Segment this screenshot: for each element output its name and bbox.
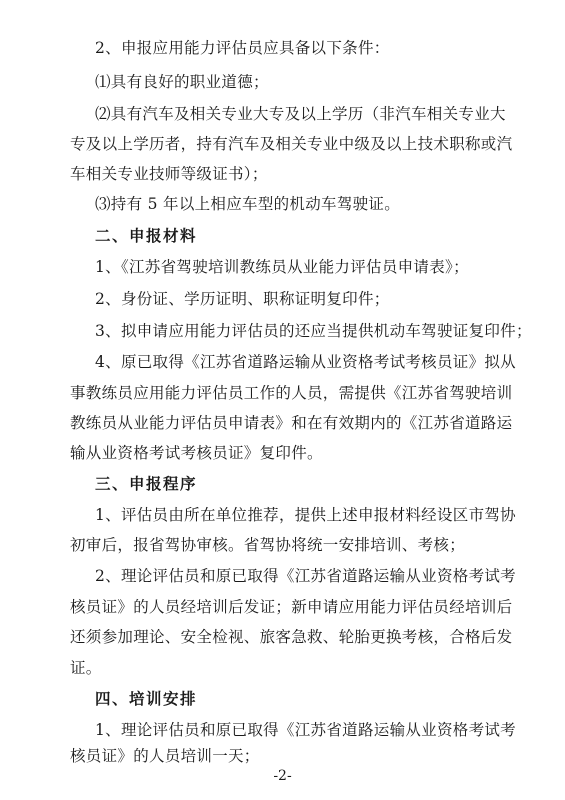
section-heading-procedure: 三、申报程序 xyxy=(95,475,198,493)
condition-item-2-cont-2: 车相关专业技师等级证书）； xyxy=(70,165,268,183)
procedure-item-2-cont-2: 还须参加理论、安全检视、旅客急救、轮胎更换考核，合格后发 xyxy=(70,628,513,646)
condition-item-2-cont-1: 专及以上学历者，持有汽车及相关专业中级及以上技术职称或汽 xyxy=(70,135,513,153)
procedure-item-1: 1、评估员由所在单位推荐，提供上述申报材料经设区市驾协 xyxy=(95,506,516,524)
condition-item-2: ⑵具有汽车及相关专业大专及以上学历（非汽车相关专业大 xyxy=(95,105,506,123)
section-heading-materials: 二、申报材料 xyxy=(95,227,198,245)
condition-item-1: ⑴具有良好的职业道德； xyxy=(95,73,269,91)
materials-item-3: 3、拟申请应用能力评估员的还应当提供机动车驾驶证复印件； xyxy=(95,322,532,340)
procedure-item-2-cont-3: 证。 xyxy=(70,659,102,677)
materials-item-4: 4、原已取得《江苏省道路运输从业资格考试考核员证》拟从 xyxy=(95,353,516,371)
training-item-1: 1、理论评估员和原已取得《江苏省道路运输从业资格考试考 xyxy=(95,721,516,739)
condition-item-3: ⑶持有 5 年以上相应车型的机动车驾驶证。 xyxy=(95,195,401,213)
materials-item-4-cont-3: 输从业资格考试考核员证》复印件。 xyxy=(70,444,323,462)
materials-item-1: 1、《江苏省驾驶培训教练员从业能力评估员申请表》； xyxy=(95,258,469,276)
procedure-item-1-cont: 初审后，报省驾协审核。省驾协将统一安排培训、考核； xyxy=(70,536,466,554)
condition-heading: 2、申报应用能力评估员应具备以下条件： xyxy=(95,39,390,57)
materials-item-4-cont-1: 事教练员应用能力评估员工作的人员，需提供《江苏省驾驶培训 xyxy=(70,384,513,402)
page-number: -2- xyxy=(273,768,292,784)
training-item-1-cont: 核员证》的人员培训一天； xyxy=(70,747,260,765)
procedure-item-2: 2、理论评估员和原已取得《江苏省道路运输从业资格考试考 xyxy=(95,567,516,585)
materials-item-4-cont-2: 教练员从业能力评估员申请表》和在有效期内的《江苏省道路运 xyxy=(70,414,513,432)
section-heading-training: 四、培训安排 xyxy=(95,690,198,708)
procedure-item-2-cont-1: 核员证》的人员经培训后发证；新申请应用能力评估员经培训后 xyxy=(70,598,513,616)
materials-item-2: 2、身份证、学历证明、职称证明复印件； xyxy=(95,290,390,308)
